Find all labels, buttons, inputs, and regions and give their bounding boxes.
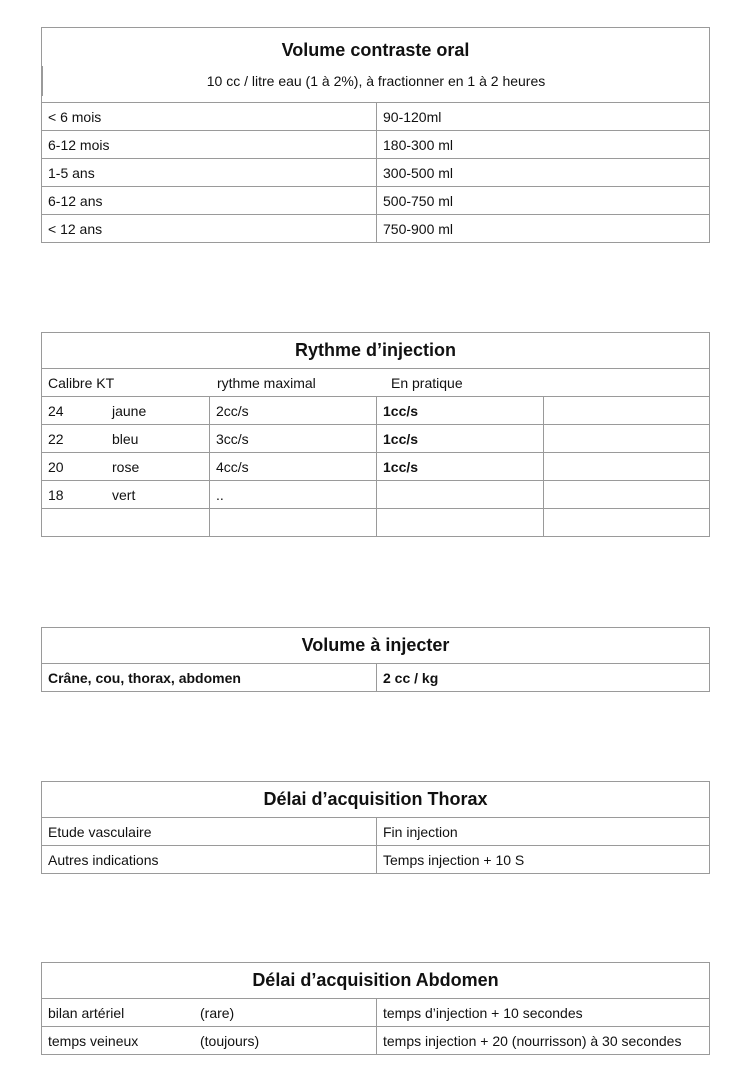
column-header-empty xyxy=(543,369,709,396)
gauge-cell xyxy=(42,481,209,508)
column-header-practice: En pratique xyxy=(391,374,463,391)
table-row xyxy=(42,845,709,873)
indication-cell: Etude vasculaire xyxy=(48,823,152,840)
table-row xyxy=(42,214,709,242)
table-row xyxy=(42,186,709,214)
delay-cell: Fin injection xyxy=(376,818,709,845)
column-header-gauge: Calibre KT xyxy=(48,374,115,391)
phase-cell xyxy=(42,999,376,1026)
phase-label: bilan artériel xyxy=(48,1004,125,1021)
empty-cell xyxy=(543,481,709,508)
table-row xyxy=(42,102,709,130)
gauge-color: bleu xyxy=(112,430,139,447)
injection-rate-table xyxy=(41,332,710,537)
abdomen-delay-title: Délai d’acquisition Abdomen xyxy=(252,970,499,990)
max-rate-cell: .. xyxy=(209,481,376,508)
age-cell: < 12 ans xyxy=(48,220,103,237)
empty-cell xyxy=(543,425,709,452)
abdomen-delay-header xyxy=(42,963,709,998)
thorax-delay-table xyxy=(41,781,710,874)
dose-cell: 2 cc / kg xyxy=(376,664,709,691)
injection-rate-title: Rythme d’injection xyxy=(294,340,456,360)
practice-rate-cell xyxy=(376,481,543,508)
gauge-number: 18 xyxy=(48,486,64,503)
indication-cell: Autres indications xyxy=(48,851,159,868)
table-row xyxy=(42,508,709,536)
gauge-color: vert xyxy=(112,486,136,503)
oral-contrast-subtitle: 10 cc / litre eau (1 à 2%), à fractionner en 1 à 2 heures xyxy=(42,66,709,96)
delay-cell: temps d’injection + 10 secondes xyxy=(376,999,709,1026)
phase-frequency: (rare) xyxy=(200,1004,235,1021)
practice-rate-cell: 1cc/s xyxy=(376,453,543,480)
practice-rate-cell: 1cc/s xyxy=(376,397,543,424)
table-row xyxy=(42,452,709,480)
empty-cell xyxy=(543,397,709,424)
injection-rate-header xyxy=(42,333,709,368)
volume-cell: 90-120ml xyxy=(376,103,709,130)
gauge-number: 20 xyxy=(48,458,64,475)
practice-rate-cell: 1cc/s xyxy=(376,425,543,452)
table-row xyxy=(42,424,709,452)
table-row xyxy=(42,1026,709,1054)
thorax-delay-header xyxy=(42,782,709,817)
phase-frequency: (toujours) xyxy=(200,1032,260,1049)
max-rate-cell: 2cc/s xyxy=(209,397,376,424)
table-row xyxy=(42,396,709,424)
gauge-cell xyxy=(42,425,209,452)
oral-contrast-table xyxy=(41,27,710,243)
injection-volume-header xyxy=(42,628,709,663)
column-header-max-rate: rythme maximal xyxy=(217,374,316,391)
table-row xyxy=(42,663,709,691)
table-row xyxy=(42,998,709,1026)
max-rate-cell: 3cc/s xyxy=(209,425,376,452)
table-row xyxy=(42,158,709,186)
volume-cell: 500-750 ml xyxy=(376,187,709,214)
table-row xyxy=(42,480,709,508)
injection-rate-column-headers xyxy=(42,368,709,396)
phase-label: temps veineux xyxy=(48,1032,139,1049)
table-row xyxy=(42,130,709,158)
injection-volume-title: Volume à injecter xyxy=(301,635,450,655)
age-cell: 6-12 mois xyxy=(48,136,110,153)
gauge-cell xyxy=(42,397,209,424)
oral-contrast-header xyxy=(42,28,709,102)
age-cell: 6-12 ans xyxy=(48,192,103,209)
delay-cell: temps injection + 20 (nourrisson) à 30 secondes xyxy=(376,1027,709,1054)
gauge-number: 22 xyxy=(48,430,64,447)
empty-cell xyxy=(376,509,543,536)
empty-cell xyxy=(543,509,709,536)
table-row xyxy=(42,817,709,845)
gauge-color: jaune xyxy=(112,402,147,419)
gauge-cell xyxy=(42,453,209,480)
injection-volume-table xyxy=(41,627,710,692)
age-cell: < 6 mois xyxy=(48,108,102,125)
abdomen-delay-table xyxy=(41,962,710,1055)
empty-cell xyxy=(42,509,209,536)
volume-cell: 180-300 ml xyxy=(376,131,709,158)
volume-cell: 750-900 ml xyxy=(376,215,709,242)
gauge-color: rose xyxy=(112,458,140,475)
delay-cell: Temps injection + 10 S xyxy=(376,846,709,873)
max-rate-cell: 4cc/s xyxy=(209,453,376,480)
gauge-number: 24 xyxy=(48,402,64,419)
volume-cell: 300-500 ml xyxy=(376,159,709,186)
empty-cell xyxy=(543,453,709,480)
oral-contrast-title: Volume contraste oral xyxy=(281,39,470,60)
age-cell: 1-5 ans xyxy=(48,164,95,181)
empty-cell xyxy=(209,509,376,536)
phase-cell xyxy=(42,1027,376,1054)
thorax-delay-title: Délai d’acquisition Thorax xyxy=(263,789,488,809)
region-cell: Crâne, cou, thorax, abdomen xyxy=(48,669,241,686)
